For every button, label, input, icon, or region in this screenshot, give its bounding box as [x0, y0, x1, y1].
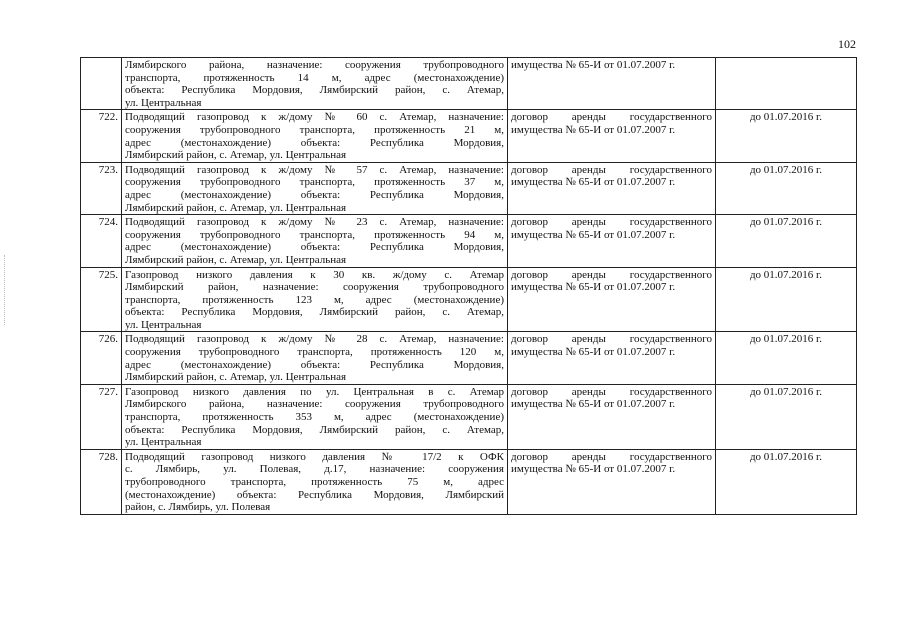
- lease-term: до 01.07.2016 г.: [716, 332, 857, 384]
- object-description: [122, 267, 508, 332]
- lease-term: до 01.07.2016 г.: [716, 110, 857, 162]
- row-number: 725.: [81, 267, 122, 332]
- row-number: 724.: [81, 215, 122, 267]
- object-description: [122, 384, 508, 449]
- lease-basis: [508, 449, 716, 514]
- table-row: [81, 267, 857, 332]
- lease-term: до 01.07.2016 г.: [716, 162, 857, 214]
- table-row: [81, 110, 857, 162]
- lease-term: до 01.07.2016 г.: [716, 384, 857, 449]
- row-number: 728.: [81, 449, 122, 514]
- description-line: Подводящий газопровод к ж/дому № 57 с. Атемар, назначение:: [125, 163, 504, 176]
- table-row: [81, 58, 857, 110]
- description-line: Подводящий газопровод к ж/дому № 28 с. Атемар, назначение:: [125, 333, 504, 346]
- basis-line: имущества № 65-И от 01.07.2007 г.: [511, 228, 676, 241]
- description-line: адрес (местонахождение) объекта: Республика Мордовия,: [125, 188, 504, 201]
- basis-line: имущества № 65-И от 01.07.2007 г.: [511, 59, 676, 71]
- description-line: адрес (местонахождение) объекта: Республика Мордовия,: [125, 136, 504, 149]
- basis-line: имущества № 65-И от 01.07.2007 г.: [511, 346, 676, 359]
- description-line: (местонахождение) объекта: Республика Мордовия, Лямбирский: [125, 488, 504, 501]
- row-number: 726.: [81, 332, 122, 384]
- lease-term: до 01.07.2016 г.: [716, 215, 857, 267]
- table-row: [81, 162, 857, 214]
- description-line: Лямбирский район, с. Атемар, ул. Центральная: [125, 149, 347, 162]
- object-description: [122, 110, 508, 162]
- lease-basis: [508, 162, 716, 214]
- table-row: [81, 215, 857, 267]
- property-lease-table: [80, 57, 857, 515]
- lease-term: [716, 58, 857, 110]
- description-line: транспорта, протяженность 14 м, адрес (местонахождение): [125, 71, 504, 84]
- table-row: [81, 449, 857, 514]
- object-description: [122, 162, 508, 214]
- lease-basis: [508, 384, 716, 449]
- row-number: [81, 58, 122, 110]
- description-line: сооружения трубопроводного транспорта, протяженность 21 м,: [125, 123, 504, 136]
- description-line: район, с. Лямбирь, ул. Полевая: [125, 501, 271, 514]
- basis-line: имущества № 65-И от 01.07.2007 г.: [511, 398, 676, 411]
- table-row: [81, 332, 857, 384]
- object-description: [122, 449, 508, 514]
- lease-basis: [508, 58, 716, 110]
- basis-line: имущества № 65-И от 01.07.2007 г.: [511, 123, 676, 136]
- lease-basis: [508, 332, 716, 384]
- description-line: сооружения трубопроводного транспорта, протяженность 37 м,: [125, 176, 504, 189]
- basis-line: имущества № 65-И от 01.07.2007 г.: [511, 176, 676, 189]
- basis-line: договор аренды государственного: [511, 268, 712, 281]
- description-line: объекта: Республика Мордовия, Лямбирский район, с. Атемар,: [125, 423, 504, 436]
- description-line: Газопровод низкого давления к 30 кв. ж/дому с. Атемар: [125, 268, 504, 281]
- basis-line: договор аренды государственного: [511, 111, 712, 124]
- lease-basis: [508, 215, 716, 267]
- basis-line: договор аренды государственного: [511, 333, 712, 346]
- description-line: транспорта, протяженность 353 м, адрес (местонахождение): [125, 411, 504, 424]
- binding-margin-marks: [4, 255, 8, 325]
- description-line: адрес (местонахождение) объекта: Республика Мордовия,: [125, 241, 504, 254]
- description-line: Лямбирского района, назначение: сооружения трубопроводного: [125, 398, 504, 411]
- lease-term: до 01.07.2016 г.: [716, 267, 857, 332]
- object-description: [122, 332, 508, 384]
- description-line: Лямбирский район, с. Атемар, ул. Центральная: [125, 371, 347, 384]
- description-line: Лямбирский район, с. Атемар, ул. Центральная: [125, 253, 347, 266]
- description-line: объекта: Республика Мордовия, Лямбирский район, с. Атемар,: [125, 84, 504, 97]
- description-line: сооружения трубопроводного транспорта, протяженность 120 м,: [125, 346, 504, 359]
- object-description: [122, 215, 508, 267]
- row-number: 722.: [81, 110, 122, 162]
- description-line: сооружения трубопроводного транспорта, протяженность 94 м,: [125, 228, 504, 241]
- description-line: Лямбирского района, назначение: сооружения трубопроводного: [125, 59, 504, 71]
- basis-line: договор аренды государственного: [511, 385, 712, 398]
- table-row: [81, 384, 857, 449]
- description-line: транспорта, протяженность 123 м, адрес (местонахождение): [125, 293, 504, 306]
- description-line: ул. Центральная: [125, 318, 202, 331]
- basis-line: договор аренды государственного: [511, 216, 712, 229]
- description-line: трубопроводного транспорта, протяженность 75 м, адрес: [125, 476, 504, 488]
- lease-basis: [508, 110, 716, 162]
- row-number: 727.: [81, 384, 122, 449]
- description-line: Газопровод низкого давления по ул. Центральная в с. Атемар: [125, 385, 504, 398]
- description-line: адрес (местонахождение) объекта: Республика Мордовия,: [125, 358, 504, 371]
- basis-line: договор аренды государственного: [511, 450, 712, 463]
- basis-line: имущества № 65-И от 01.07.2007 г.: [511, 463, 676, 476]
- description-line: Подводящий газопровод низкого давления № 17/2 к ОФК: [125, 450, 504, 463]
- description-line: Подводящий газопровод к ж/дому № 60 с. Атемар, назначение:: [125, 111, 504, 124]
- description-line: ул. Центральная: [125, 96, 202, 109]
- row-number: 723.: [81, 162, 122, 214]
- table-body: [81, 58, 857, 515]
- description-line: объекта: Республика Мордовия, Лямбирский район, с. Атемар,: [125, 306, 504, 319]
- description-line: ул. Центральная: [125, 436, 202, 449]
- object-description: [122, 58, 508, 110]
- description-line: Лямбирский район, назначение: сооружения трубопроводного: [125, 281, 504, 294]
- description-line: Лямбирский район, с. Атемар, ул. Центральная: [125, 201, 347, 214]
- page-number: 102: [838, 37, 856, 51]
- lease-basis: [508, 267, 716, 332]
- basis-line: имущества № 65-И от 01.07.2007 г.: [511, 281, 676, 294]
- description-line: Подводящий газопровод к ж/дому № 23 с. Атемар, назначение:: [125, 216, 504, 229]
- lease-term: до 01.07.2016 г.: [716, 449, 857, 514]
- description-line: с. Лямбирь, ул. Полевая, д.17, назначение: сооружения: [125, 463, 504, 476]
- basis-line: договор аренды государственного: [511, 163, 712, 176]
